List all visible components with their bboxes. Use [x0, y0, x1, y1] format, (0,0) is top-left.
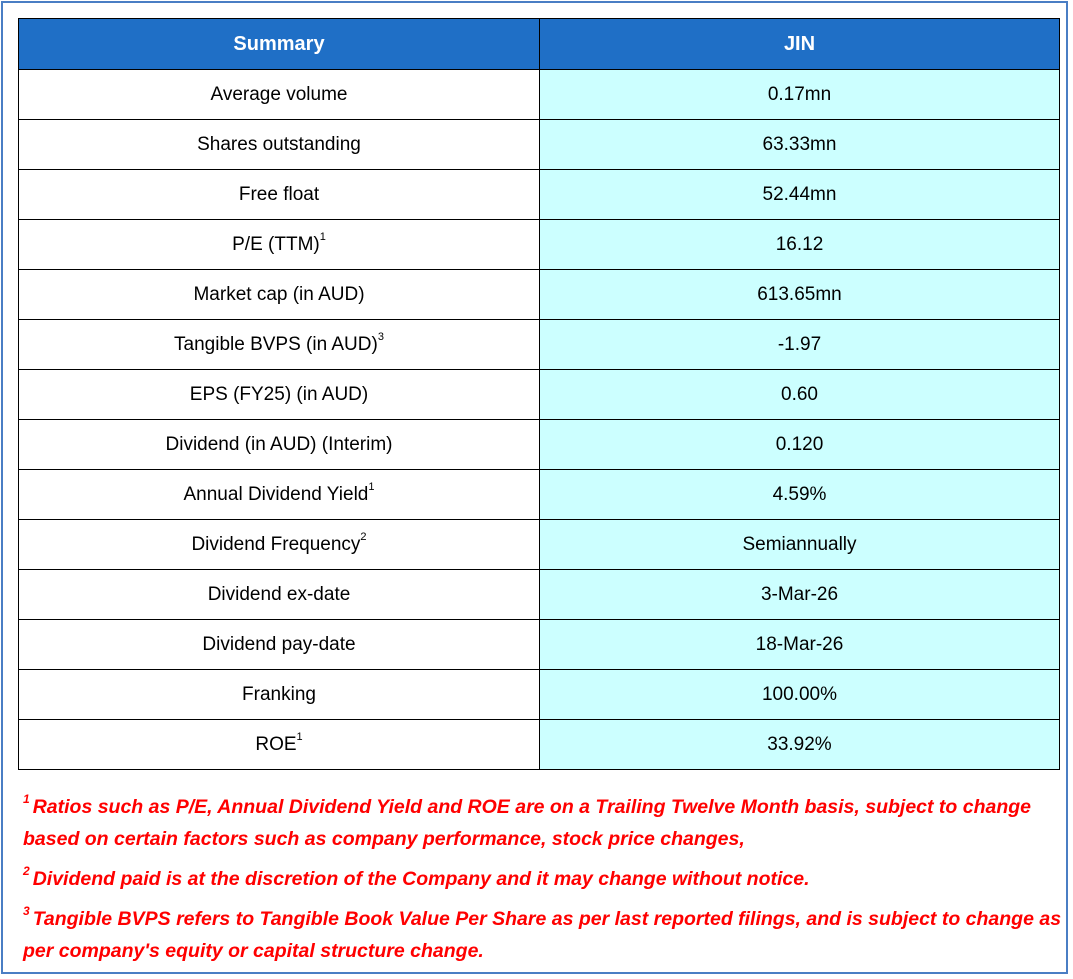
row-label-cell — [19, 570, 540, 620]
row-label-cell — [19, 370, 540, 420]
row-label: Dividend pay-date — [202, 633, 356, 655]
row-value: 0.17mn — [540, 70, 1060, 120]
footnotes — [23, 791, 1063, 967]
row-label: EPS (FY25) (in AUD) — [189, 383, 369, 405]
footnote — [23, 863, 1063, 895]
table-row — [19, 70, 1060, 120]
row-label: P/E (TTM) — [232, 233, 320, 255]
footnote-number: 2 — [23, 863, 30, 878]
row-label-cell — [19, 620, 540, 670]
table-row — [19, 520, 1060, 570]
table-row — [19, 320, 1060, 370]
footnote-marker: 3 — [377, 331, 384, 344]
footnote-number: 1 — [23, 791, 30, 806]
summary-table — [18, 18, 1060, 770]
row-value: -1.97 — [540, 320, 1060, 370]
table-row — [19, 620, 1060, 670]
row-value: 52.44mn — [540, 170, 1060, 220]
row-value: Semiannually — [540, 520, 1060, 570]
table-row — [19, 370, 1060, 420]
table-row — [19, 120, 1060, 170]
row-label: Average volume — [210, 83, 348, 105]
table-body — [19, 70, 1060, 770]
row-label: Free float — [238, 183, 320, 205]
footnote — [23, 903, 1063, 967]
row-label-cell — [19, 520, 540, 570]
row-value: 0.120 — [540, 420, 1060, 470]
row-label-cell — [19, 420, 540, 470]
row-label-cell — [19, 70, 540, 120]
summary-card — [1, 1, 1068, 974]
row-label: Shares outstanding — [197, 133, 361, 155]
table-row — [19, 220, 1060, 270]
footnote — [23, 791, 1063, 855]
row-label: ROE — [255, 733, 297, 755]
row-label: Market cap (in AUD) — [193, 283, 365, 305]
table-row — [19, 720, 1060, 770]
row-value: 100.00% — [540, 670, 1060, 720]
row-value: 0.60 — [540, 370, 1060, 420]
table-header-row — [19, 19, 1060, 70]
row-label-cell — [19, 320, 540, 370]
table-row — [19, 270, 1060, 320]
footnote-marker: 2 — [360, 531, 367, 544]
row-label-cell — [19, 220, 540, 270]
row-value: 18-Mar-26 — [540, 620, 1060, 670]
row-label: Dividend ex-date — [207, 583, 351, 605]
footnote-marker: 1 — [368, 481, 375, 494]
row-value: 16.12 — [540, 220, 1060, 270]
footnote-number: 3 — [23, 903, 30, 918]
row-value: 3-Mar-26 — [540, 570, 1060, 620]
table-row — [19, 670, 1060, 720]
footnote-text: Ratios such as P/E, Annual Dividend Yield and ROE are on a Trailing Twelve Month basis, subject to change based on certain factors such as company performance, stock price changes, — [23, 796, 1032, 850]
table-row — [19, 570, 1060, 620]
footnote-marker: 1 — [296, 731, 303, 744]
table-row — [19, 170, 1060, 220]
row-value: 63.33mn — [540, 120, 1060, 170]
row-label: Dividend Frequency — [191, 533, 361, 555]
row-label-cell — [19, 120, 540, 170]
header-summary: Summary — [19, 19, 540, 70]
header-ticker: JIN — [540, 19, 1060, 70]
row-label: Tangible BVPS (in AUD) — [174, 333, 378, 355]
row-label-cell — [19, 270, 540, 320]
row-label: Franking — [242, 683, 316, 705]
row-value: 33.92% — [540, 720, 1060, 770]
row-label-cell — [19, 720, 540, 770]
row-label-cell — [19, 670, 540, 720]
row-value: 613.65mn — [540, 270, 1060, 320]
table-row — [19, 470, 1060, 520]
row-label: Annual Dividend Yield — [183, 483, 369, 505]
row-label-cell — [19, 470, 540, 520]
footnote-text: Dividend paid is at the discretion of the Company and it may change without notice. — [32, 868, 810, 890]
row-label: Dividend (in AUD) (Interim) — [165, 433, 393, 455]
row-label-cell — [19, 170, 540, 220]
footnote-text: Tangible BVPS refers to Tangible Book Value Per Share as per last reported filings, and is subject to change as per company's equity or capital structure change. — [23, 908, 1062, 962]
row-value: 4.59% — [540, 470, 1060, 520]
table-row — [19, 420, 1060, 470]
footnote-marker: 1 — [319, 231, 326, 244]
